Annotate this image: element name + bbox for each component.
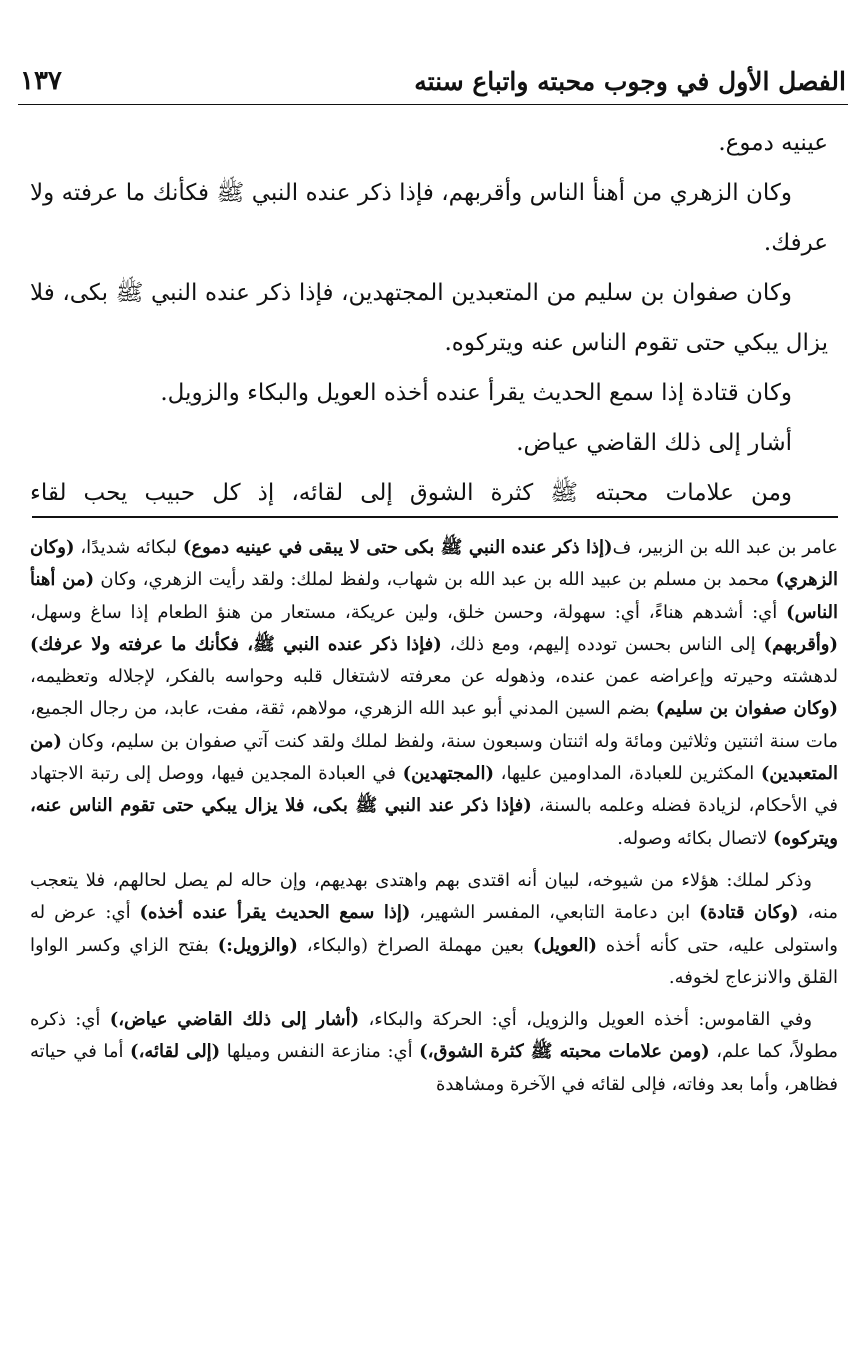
chapter-title: الفصل الأول في وجوب محبته واتباع سنته: [414, 67, 846, 96]
commentary-paragraph: عامر بن عبد الله بن الزبير، ف(إذا ذكر عنده النبي ﷺ بكى حتى لا يبقى في عينيه دموع) لبكائه شديدًا، (وكان الزهري) محمد بن مسلم بن عبيد الله بن عبد الله بن شهاب، ولفظ لملك: ولقد رأيت الزهري، وكان (من أهنأ الناس) أي: أشدهم هناءً، أي: سهولة، وحسن خلق، ولين عريكة، مستعار من هنؤ الطعام إذا ساغ وسهل، (وأقربهم) إلى الناس بحسن تودده إليهم، ومع ذلك، (فإذا ذكر عنده النبي ﷺ، فكأنك ما عرفته ولا عرفك) لدهشته وحيرته وإعراضه عمن عنده، وذهوله عن معرفته لاشتغال قلبه وحواسه بالفكر، لإجلاله وتعظيمه، (وكان صفوان بن سليم) بضم السين المدني أبو عبد الله الزهري، مولاهم، ثقة، مفت، عابد، من رجال الجميع، مات سنة اثنتين وثلاثين ومائة وله اثنتان وسبعون سنة، ولفظ لملك ولقد كنت آتي صفوان بن سليم، وكان (من المتعبدين) المكثرين للعبادة، المداومين عليها، (المجتهدين) في العبادة المجدين فيها، ووصل إلى رتبة الاجتهاد في الأحكام، لزيادة فضله وعلمه بالسنة، (فإذا ذكر عند النبي ﷺ بكى، فلا يزال يبكي حتى تقوم الناس عنه، ويتركوه) لاتصال بكائه وصوله.: [30, 537, 839, 849]
main-paragraph: ومن علامات محبته ﷺ كثرة الشوق إلى لقائه، إذ كل حبيب يحب لقاء: [30, 480, 792, 506]
commentary-separator: [32, 516, 838, 518]
header-rule: [18, 104, 848, 105]
main-paragraph: أشار إلى ذلك القاضي عياض.: [516, 430, 792, 456]
main-paragraph: عينيه دموع.: [718, 130, 828, 156]
commentary-paragraph: وفي القاموس: أخذه العويل والزويل، أي: الحركة والبكاء، (أشار إلى ذلك القاضي عياض،) أي: ذكره مطولاً، كما علم، (ومن علامات محبته ﷺ كثرة الشوق،) أي: منازعة النفس وميلها (إلى لقائه،) أما في حياته فظاهر، وأما بعد وفاته، فإلى لقائه في الآخرة ومشاهدة: [30, 1009, 839, 1095]
page-number: ١٣٧: [20, 66, 62, 96]
main-paragraph: وكان الزهري من أهنأ الناس وأقربهم، فإذا ذكر عنده النبي ﷺ فكأنك ما عرفته ولا عرفك.: [30, 180, 828, 256]
main-paragraph: وكان قتادة إذا سمع الحديث يقرأ عنده أخذه العويل والبكاء والزويل.: [160, 380, 792, 406]
commentary: [30, 532, 838, 1101]
running-header: [20, 58, 846, 96]
commentary-paragraph: وذكر لملك: هؤلاء من شيوخه، لبيان أنه اقتدى بهم واهتدى بهديهم، وإن حاله لم يصل لحالهم، فلا يتعجب منه، (وكان قتادة) ابن دعامة التابعي، المفسر الشهير، (إذا سمع الحديث يقرأ عنده أخذه) أي: عرض له واستولى عليه، حتى كأنه أخذه (العويل) بعين مهملة الصراخ (والبكاء، (والزويل:) بفتح الزاي وكسر الواوا القلق والانزعاج لخوفه.: [30, 869, 839, 988]
main-text: [30, 118, 828, 518]
main-paragraph: وكان صفوان بن سليم من المتعبدين المجتهدين، فإذا ذكر عنده النبي ﷺ بكى، فلا يزال يبكي حتى تقوم الناس عنه ويتركوه.: [30, 280, 828, 356]
